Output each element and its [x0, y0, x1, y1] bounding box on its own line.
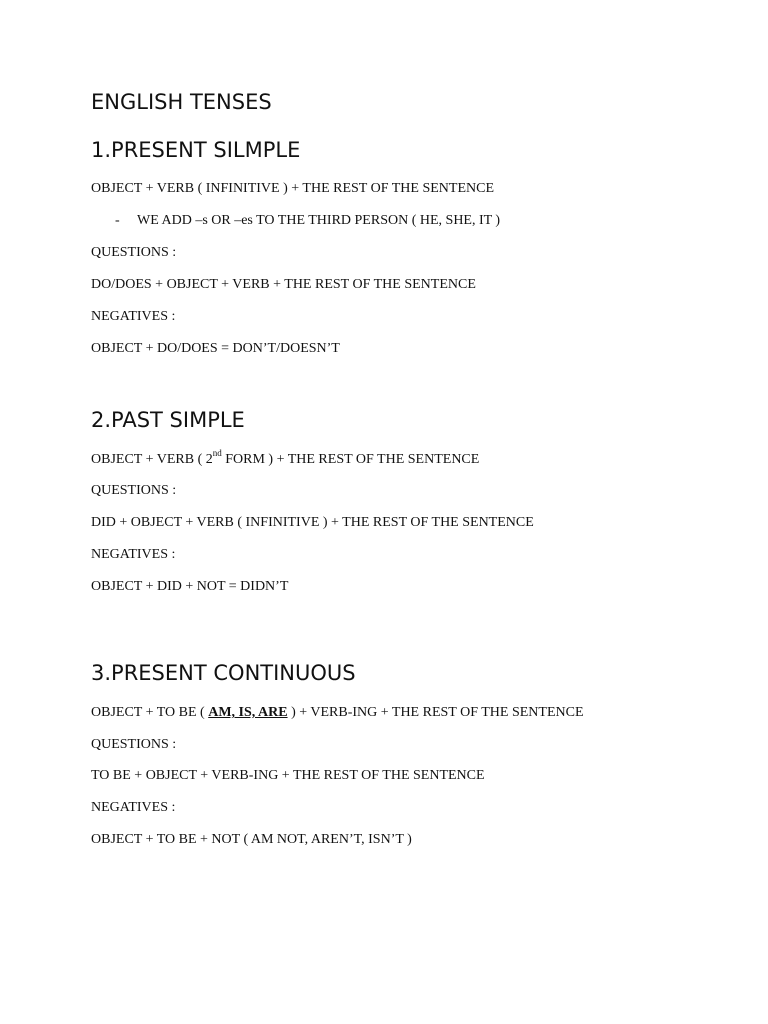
section-heading-past-simple: 2.PAST SIMPLE	[91, 408, 245, 432]
formula-text: ) + VERB-ING + THE REST OF THE SENTENCE	[287, 705, 584, 720]
present-simple-bullet	[115, 212, 500, 230]
to-be-forms: AM, IS, ARE	[208, 705, 288, 720]
present-continuous-formula	[91, 704, 584, 722]
bullet-dash: -	[115, 213, 120, 228]
present-simple-formula: OBJECT + VERB ( INFINITIVE ) + THE REST OF THE SENTENCE	[91, 181, 494, 196]
formula-text: FORM ) + THE REST OF THE SENTENCE	[221, 452, 480, 467]
document-title: ENGLISH TENSES	[91, 90, 272, 114]
past-simple-negatives-label: NEGATIVES :	[91, 547, 176, 562]
past-simple-formula	[91, 448, 480, 469]
section-heading-present-simple: 1.PRESENT SILMPLE	[91, 138, 301, 162]
past-simple-questions-label: QUESTIONS :	[91, 483, 177, 498]
present-continuous-negatives-label: NEGATIVES :	[91, 800, 176, 815]
present-simple-negatives-label: NEGATIVES :	[91, 309, 176, 324]
past-simple-negatives: OBJECT + DID + NOT = DIDN’T	[91, 579, 289, 594]
present-simple-questions-label: QUESTIONS :	[91, 245, 177, 260]
bullet-text: WE ADD –s OR –es TO THE THIRD PERSON ( HE, SHE, IT )	[137, 213, 501, 228]
present-simple-negatives: OBJECT + DO/DOES = DON’T/DOESN’T	[91, 341, 340, 356]
present-continuous-questions-label: QUESTIONS :	[91, 737, 177, 752]
present-simple-questions: DO/DOES + OBJECT + VERB + THE REST OF THE SENTENCE	[91, 277, 476, 292]
section-heading-present-continuous: 3.PRESENT CONTINUOUS	[91, 661, 356, 685]
formula-text: OBJECT + TO BE (	[91, 705, 209, 720]
ordinal-superscript: nd	[212, 448, 222, 459]
present-continuous-questions: TO BE + OBJECT + VERB-ING + THE REST OF THE SENTENCE	[91, 768, 485, 783]
past-simple-questions: DID + OBJECT + VERB ( INFINITIVE ) + THE REST OF THE SENTENCE	[91, 515, 534, 530]
present-continuous-negatives: OBJECT + TO BE + NOT ( AM NOT, AREN’T, ISN’T )	[91, 832, 412, 847]
formula-text: OBJECT + VERB ( 2	[91, 452, 213, 467]
